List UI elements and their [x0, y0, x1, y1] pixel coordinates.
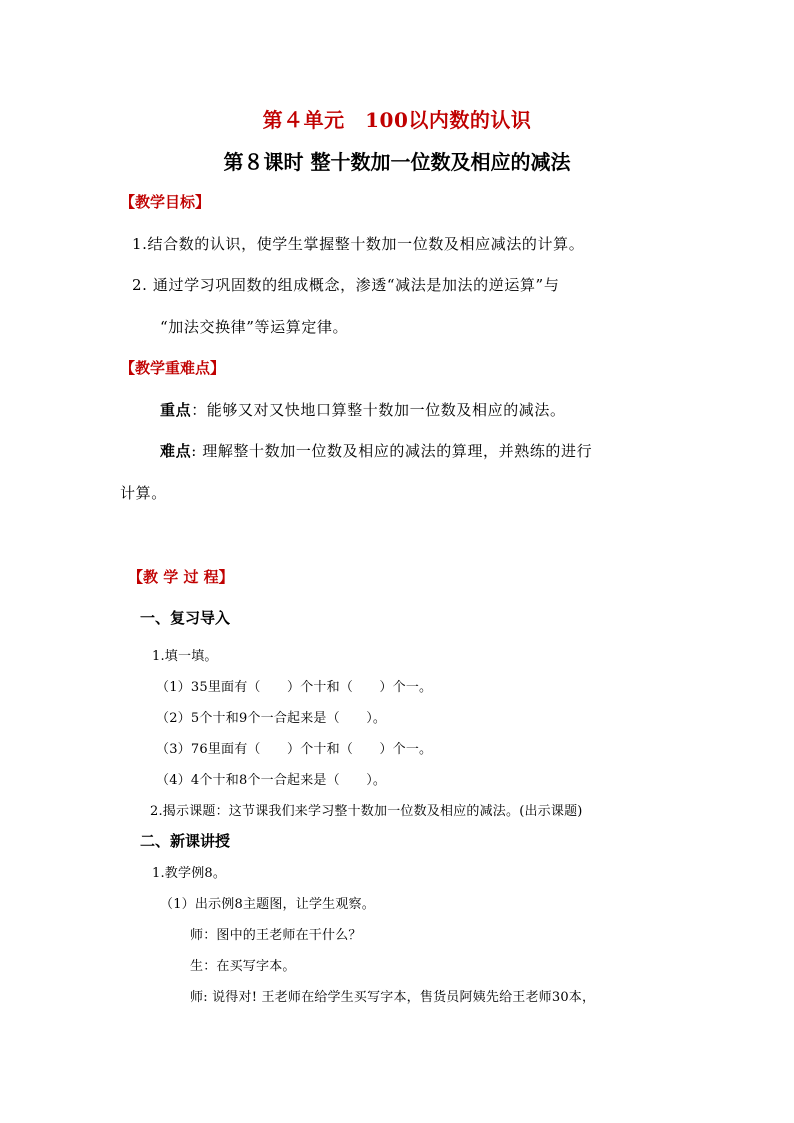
section-new-lesson-title: 二、新课讲授 — [140, 832, 231, 850]
review-line-2: （1）35里面有（ ）个十和（ ）个一。 — [156, 680, 433, 695]
review-line-6: 2.揭示课题：这节课我们来学习整十数加一位数及相应的减法。(出示课题) — [150, 804, 583, 819]
objective-item-2-cont: “加法交换律”等运算定律。 — [160, 318, 349, 336]
objective-item-1: 1.结合数的认识，使学生掌握整十数加一位数及相应减法的计算。 — [132, 235, 585, 253]
focus-line — [160, 399, 566, 420]
focus-label: 重点 — [160, 401, 192, 419]
objectives-header: 【教学目标】 — [120, 193, 211, 211]
lesson-line-5: 师: 说得对! 王老师在给学生买写字本，售货员阿姨先给王老师30本， — [190, 990, 596, 1005]
key-points-header: 【教学重难点】 — [120, 359, 226, 377]
difficulty-text: : 理解整十数加一位数及相应的减法的算理，并熟练的进行 — [191, 442, 593, 460]
process-header: 【教 学 过 程】 — [128, 568, 234, 586]
section-review-title: 一、复习导入 — [140, 609, 231, 627]
difficulty-line — [160, 440, 592, 461]
lesson-line-1: 1.教学例8。 — [152, 866, 227, 881]
unit-title: 第４单元 100以内数的认识 — [262, 108, 532, 132]
lesson-line-4: 生：在买写字本。 — [190, 959, 296, 974]
lesson-title: 第８课时 整十数加一位数及相应的减法 — [223, 150, 571, 174]
review-line-1: 1.填一填。 — [152, 649, 218, 664]
review-line-5: （4）4个十和8个一合起来是（ ）。 — [156, 773, 387, 788]
review-line-3: （2）5个十和9个一合起来是（ ）。 — [156, 711, 387, 726]
difficulty-label: 难点 — [160, 442, 192, 460]
focus-text: ：能够又对又快地口算整十数加一位数及相应的减法。 — [191, 401, 566, 419]
objective-item-2: 2. 通过学习巩固数的组成概念，渗透“减法是加法的逆运算”与 — [132, 276, 560, 294]
lesson-line-3: 师：图中的王老师在干什么？ — [190, 928, 362, 943]
difficulty-line-cont: 计算。 — [120, 484, 167, 502]
review-line-4: （3）76里面有（ ）个十和（ ）个一。 — [156, 742, 433, 757]
lesson-line-2: （1）出示例8主题图，让学生观察。 — [160, 897, 375, 912]
